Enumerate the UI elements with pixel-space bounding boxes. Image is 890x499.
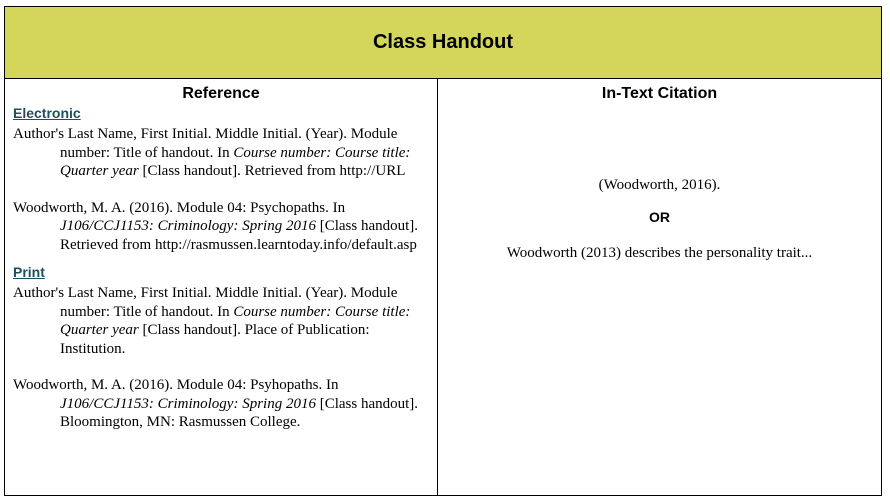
or-label: OR: [649, 209, 670, 225]
print-example: Woodworth, M. A. (2016). Module 04: Psyhopaths. In J106/CCJ1153: Criminology: Spring 2016 [Class handout]. Bloomington, MN: Rasmussen College.: [13, 377, 419, 430]
print-heading: Print: [13, 264, 45, 280]
citation-table: [4, 6, 882, 496]
in-text-column-header: In-Text Citation: [601, 85, 718, 102]
reference-column: [5, 79, 438, 495]
in-text-column: [438, 79, 881, 495]
page-title: Class Handout: [5, 7, 881, 79]
print-template: Author's Last Name, First Initial. Middle Initial. (Year). Module number: Title of handout. In Course number: Course title: Quarter year [Class handout]. Place of Publication: Institution.: [13, 285, 411, 357]
narrative-citation: Woodworth (2013) describes the personality trait...: [506, 245, 813, 261]
electronic-heading: Electronic: [13, 105, 81, 121]
reference-column-header: Reference: [182, 85, 260, 102]
electronic-example: Woodworth, M. A. (2016). Module 04: Psychopaths. In J106/CCJ1153: Criminology: Spring 2016 [Class handout]. Retrieved from http://rasmussen.learntoday.info/default.asp: [13, 199, 419, 253]
parenthetical-citation: (Woodworth, 2016).: [598, 177, 721, 193]
electronic-template: Author's Last Name, First Initial. Middle Initial. (Year). Module number: Title of handout. In Course number: Course title: Quarter year [Class handout]. Retrieved from http://URL: [13, 126, 411, 179]
